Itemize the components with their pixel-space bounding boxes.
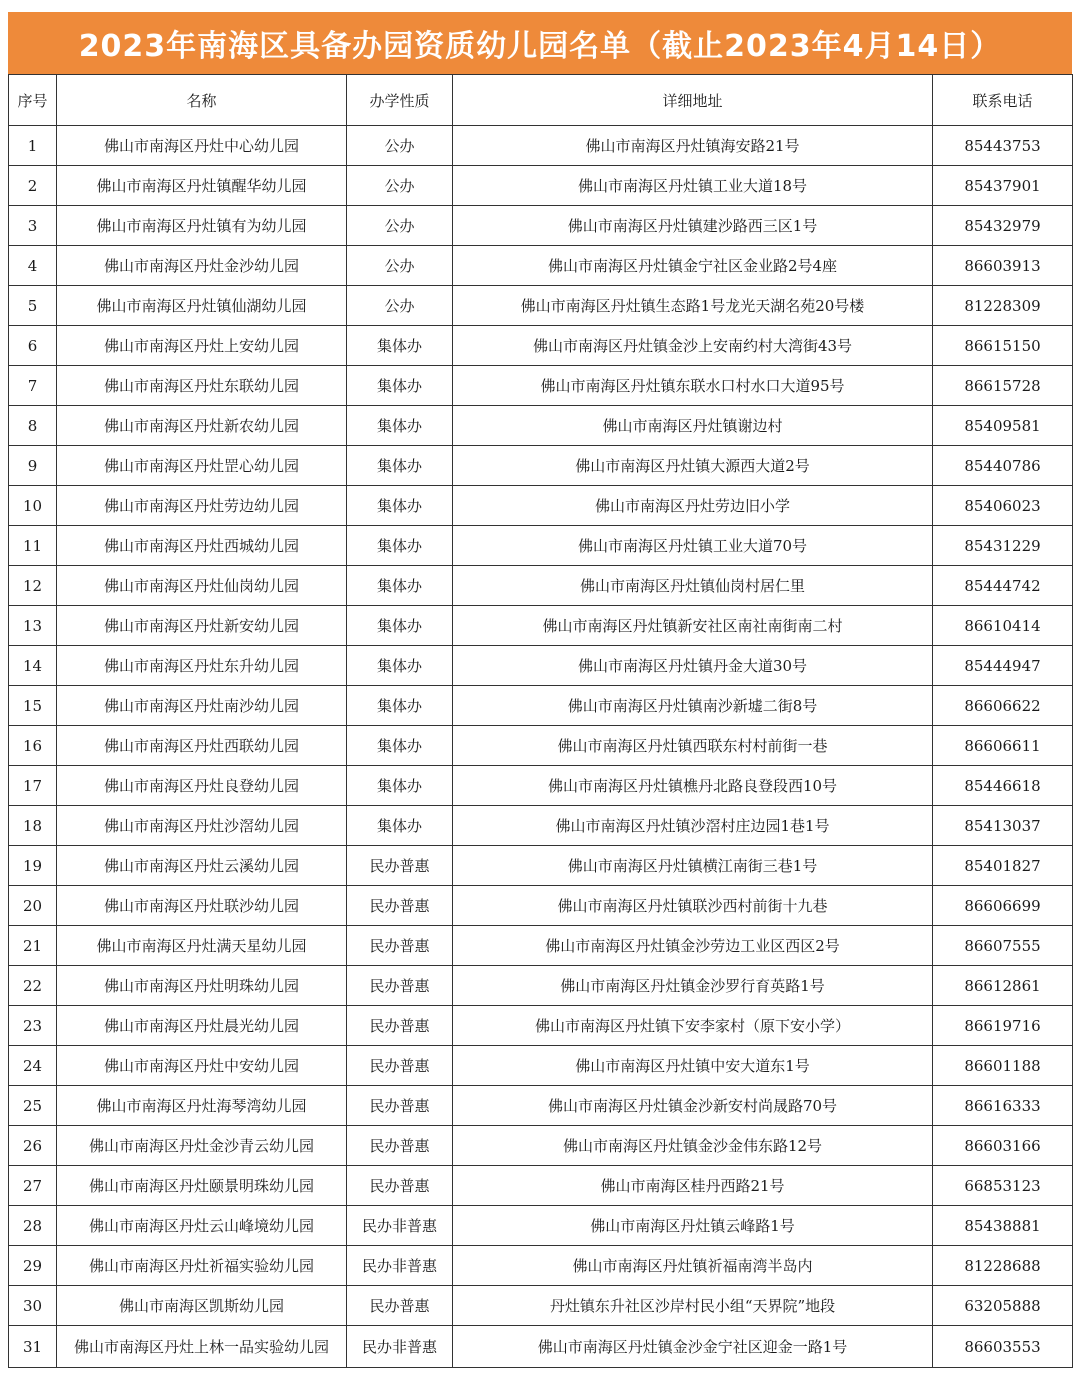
kindergarten-table: [8, 74, 1073, 1368]
cell-type: 民办普惠: [347, 1286, 453, 1326]
cell-phone: 85444947: [933, 646, 1073, 686]
table-row: [9, 806, 1073, 846]
cell-phone: 86601188: [933, 1046, 1073, 1086]
cell-type: 公办: [347, 166, 453, 206]
cell-index: 4: [9, 246, 57, 286]
cell-type: 集体办: [347, 526, 453, 566]
cell-name: 佛山市南海区丹灶镇醒华幼儿园: [57, 166, 347, 206]
cell-address: 佛山市南海区桂丹西路21号: [453, 1166, 933, 1206]
cell-index: 22: [9, 966, 57, 1006]
cell-address: 佛山市南海区丹灶镇仙岗村居仁里: [453, 566, 933, 606]
table-row: [9, 686, 1073, 726]
cell-name: 佛山市南海区丹灶上安幼儿园: [57, 326, 347, 366]
table-row: [9, 486, 1073, 526]
table-row: [9, 526, 1073, 566]
cell-address: 佛山市南海区丹灶镇金沙上安南约村大湾街43号: [453, 326, 933, 366]
cell-name: 佛山市南海区丹灶金沙青云幼儿园: [57, 1126, 347, 1166]
table-row: [9, 1086, 1073, 1126]
table-row: [9, 726, 1073, 766]
cell-name: 佛山市南海区丹灶明珠幼儿园: [57, 966, 347, 1006]
cell-name: 佛山市南海区丹灶海琴湾幼儿园: [57, 1086, 347, 1126]
table-row: [9, 1046, 1073, 1086]
cell-address: 佛山市南海区丹灶镇金宁社区金业路2号4座: [453, 246, 933, 286]
cell-type: 民办普惠: [347, 1086, 453, 1126]
cell-phone: 85440786: [933, 446, 1073, 486]
cell-phone: 85401827: [933, 846, 1073, 886]
cell-phone: 86603553: [933, 1326, 1073, 1368]
table-row: [9, 646, 1073, 686]
cell-name: 佛山市南海区丹灶满天星幼儿园: [57, 926, 347, 966]
cell-index: 10: [9, 486, 57, 526]
cell-address: 佛山市南海区丹灶劳边旧小学: [453, 486, 933, 526]
cell-name: 佛山市南海区丹灶云山峰境幼儿园: [57, 1206, 347, 1246]
cell-address: 佛山市南海区丹灶镇丹金大道30号: [453, 646, 933, 686]
cell-phone: 85437901: [933, 166, 1073, 206]
cell-type: 集体办: [347, 566, 453, 606]
cell-type: 民办非普惠: [347, 1206, 453, 1246]
cell-type: 集体办: [347, 686, 453, 726]
table-row: [9, 406, 1073, 446]
table-row: [9, 1246, 1073, 1286]
cell-name: 佛山市南海区丹灶沙滘幼儿园: [57, 806, 347, 846]
cell-index: 25: [9, 1086, 57, 1126]
column-header-index: 序号: [9, 75, 57, 126]
column-header-address: 详细地址: [453, 75, 933, 126]
cell-address: 佛山市南海区丹灶镇南沙新墟二街8号: [453, 686, 933, 726]
cell-name: 佛山市南海区丹灶金沙幼儿园: [57, 246, 347, 286]
cell-type: 公办: [347, 126, 453, 166]
cell-address: 佛山市南海区丹灶镇东联水口村水口大道95号: [453, 366, 933, 406]
cell-type: 民办非普惠: [347, 1246, 453, 1286]
cell-phone: 86619716: [933, 1006, 1073, 1046]
cell-index: 20: [9, 886, 57, 926]
document-title: 2023年南海区具备办园资质幼儿园名单（截止2023年4月14日）: [8, 12, 1072, 74]
cell-name: 佛山市南海区丹灶西联幼儿园: [57, 726, 347, 766]
cell-phone: 63205888: [933, 1286, 1073, 1326]
cell-index: 6: [9, 326, 57, 366]
column-header-phone: 联系电话: [933, 75, 1073, 126]
cell-name: 佛山市南海区丹灶祈福实验幼儿园: [57, 1246, 347, 1286]
cell-index: 8: [9, 406, 57, 446]
cell-name: 佛山市南海区丹灶新安幼儿园: [57, 606, 347, 646]
cell-name: 佛山市南海区丹灶中安幼儿园: [57, 1046, 347, 1086]
cell-index: 29: [9, 1246, 57, 1286]
table-row: [9, 286, 1073, 326]
cell-address: 佛山市南海区丹灶镇谢边村: [453, 406, 933, 446]
cell-index: 31: [9, 1326, 57, 1368]
cell-address: 佛山市南海区丹灶镇工业大道70号: [453, 526, 933, 566]
table-row: [9, 1206, 1073, 1246]
cell-name: 佛山市南海区丹灶东升幼儿园: [57, 646, 347, 686]
cell-type: 公办: [347, 206, 453, 246]
cell-type: 民办普惠: [347, 966, 453, 1006]
cell-type: 集体办: [347, 806, 453, 846]
table-row: [9, 246, 1073, 286]
cell-phone: 85413037: [933, 806, 1073, 846]
cell-phone: 85438881: [933, 1206, 1073, 1246]
cell-address: 佛山市南海区丹灶镇西联东村村前街一巷: [453, 726, 933, 766]
cell-name: 佛山市南海区丹灶仙岗幼儿园: [57, 566, 347, 606]
cell-index: 5: [9, 286, 57, 326]
cell-address: 佛山市南海区丹灶镇横江南街三巷1号: [453, 846, 933, 886]
cell-phone: 86606611: [933, 726, 1073, 766]
cell-name: 佛山市南海区丹灶上林一品实验幼儿园: [57, 1326, 347, 1368]
cell-phone: 86603166: [933, 1126, 1073, 1166]
table-row: [9, 886, 1073, 926]
cell-name: 佛山市南海区丹灶颐景明珠幼儿园: [57, 1166, 347, 1206]
cell-phone: 66853123: [933, 1166, 1073, 1206]
cell-address: 丹灶镇东升社区沙岸村民小组“天界院”地段: [453, 1286, 933, 1326]
column-header-name: 名称: [57, 75, 347, 126]
table-row: [9, 366, 1073, 406]
cell-phone: 86607555: [933, 926, 1073, 966]
table-row: [9, 1126, 1073, 1166]
table-row: [9, 1006, 1073, 1046]
cell-address: 佛山市南海区丹灶镇工业大道18号: [453, 166, 933, 206]
cell-phone: 86603913: [933, 246, 1073, 286]
table-row: [9, 766, 1073, 806]
cell-address: 佛山市南海区丹灶镇沙滘村庄边园1巷1号: [453, 806, 933, 846]
cell-phone: 86615150: [933, 326, 1073, 366]
cell-name: 佛山市南海区丹灶云溪幼儿园: [57, 846, 347, 886]
table-row: [9, 206, 1073, 246]
cell-phone: 86612861: [933, 966, 1073, 1006]
cell-type: 集体办: [347, 646, 453, 686]
cell-type: 公办: [347, 246, 453, 286]
cell-address: 佛山市南海区丹灶镇金沙金伟东路12号: [453, 1126, 933, 1166]
table-body: [9, 126, 1073, 1368]
cell-phone: 86616333: [933, 1086, 1073, 1126]
cell-name: 佛山市南海区丹灶罡心幼儿园: [57, 446, 347, 486]
cell-type: 集体办: [347, 326, 453, 366]
cell-type: 民办普惠: [347, 1166, 453, 1206]
cell-name: 佛山市南海区丹灶西城幼儿园: [57, 526, 347, 566]
cell-phone: 85444742: [933, 566, 1073, 606]
cell-phone: 85431229: [933, 526, 1073, 566]
cell-type: 集体办: [347, 766, 453, 806]
cell-phone: 86606699: [933, 886, 1073, 926]
cell-index: 16: [9, 726, 57, 766]
cell-address: 佛山市南海区丹灶镇金沙新安村尚晟路70号: [453, 1086, 933, 1126]
cell-type: 民办普惠: [347, 1126, 453, 1166]
cell-name: 佛山市南海区丹灶劳边幼儿园: [57, 486, 347, 526]
cell-type: 民办普惠: [347, 886, 453, 926]
cell-index: 2: [9, 166, 57, 206]
cell-name: 佛山市南海区丹灶新农幼儿园: [57, 406, 347, 446]
cell-name: 佛山市南海区丹灶晨光幼儿园: [57, 1006, 347, 1046]
cell-name: 佛山市南海区凯斯幼儿园: [57, 1286, 347, 1326]
table-row: [9, 566, 1073, 606]
cell-phone: 85406023: [933, 486, 1073, 526]
cell-type: 公办: [347, 286, 453, 326]
table-row: [9, 606, 1073, 646]
cell-phone: 85446618: [933, 766, 1073, 806]
cell-phone: 81228309: [933, 286, 1073, 326]
cell-index: 14: [9, 646, 57, 686]
cell-name: 佛山市南海区丹灶良登幼儿园: [57, 766, 347, 806]
cell-address: 佛山市南海区丹灶镇中安大道东1号: [453, 1046, 933, 1086]
cell-address: 佛山市南海区丹灶镇云峰路1号: [453, 1206, 933, 1246]
cell-type: 集体办: [347, 726, 453, 766]
table-row: [9, 1326, 1073, 1368]
cell-phone: 86615728: [933, 366, 1073, 406]
cell-phone: 86610414: [933, 606, 1073, 646]
cell-phone: 85432979: [933, 206, 1073, 246]
table-row: [9, 166, 1073, 206]
cell-phone: 85443753: [933, 126, 1073, 166]
column-header-type: 办学性质: [347, 75, 453, 126]
cell-type: 民办普惠: [347, 846, 453, 886]
table-row: [9, 446, 1073, 486]
cell-address: 佛山市南海区丹灶镇生态路1号龙光天湖名苑20号楼: [453, 286, 933, 326]
cell-type: 民办非普惠: [347, 1326, 453, 1368]
cell-phone: 86606622: [933, 686, 1073, 726]
table-row: [9, 966, 1073, 1006]
cell-type: 民办普惠: [347, 1006, 453, 1046]
table-row: [9, 926, 1073, 966]
cell-name: 佛山市南海区丹灶东联幼儿园: [57, 366, 347, 406]
cell-address: 佛山市南海区丹灶镇建沙路西三区1号: [453, 206, 933, 246]
cell-type: 集体办: [347, 486, 453, 526]
cell-address: 佛山市南海区丹灶镇祈福南湾半岛内: [453, 1246, 933, 1286]
cell-phone: 85409581: [933, 406, 1073, 446]
table-row: [9, 326, 1073, 366]
table-row: [9, 126, 1073, 166]
cell-type: 集体办: [347, 406, 453, 446]
cell-index: 17: [9, 766, 57, 806]
cell-address: 佛山市南海区丹灶镇樵丹北路良登段西10号: [453, 766, 933, 806]
cell-type: 集体办: [347, 606, 453, 646]
cell-index: 12: [9, 566, 57, 606]
cell-address: 佛山市南海区丹灶镇联沙西村前街十九巷: [453, 886, 933, 926]
cell-address: 佛山市南海区丹灶镇金沙罗行育英路1号: [453, 966, 933, 1006]
cell-type: 民办普惠: [347, 926, 453, 966]
cell-index: 18: [9, 806, 57, 846]
cell-address: 佛山市南海区丹灶镇海安路21号: [453, 126, 933, 166]
cell-index: 15: [9, 686, 57, 726]
cell-address: 佛山市南海区丹灶镇下安李家村（原下安小学）: [453, 1006, 933, 1046]
table-row: [9, 1166, 1073, 1206]
cell-name: 佛山市南海区丹灶中心幼儿园: [57, 126, 347, 166]
cell-address: 佛山市南海区丹灶镇大源西大道2号: [453, 446, 933, 486]
cell-index: 3: [9, 206, 57, 246]
cell-index: 9: [9, 446, 57, 486]
cell-index: 28: [9, 1206, 57, 1246]
cell-name: 佛山市南海区丹灶联沙幼儿园: [57, 886, 347, 926]
table-row: [9, 1286, 1073, 1326]
cell-index: 30: [9, 1286, 57, 1326]
cell-index: 27: [9, 1166, 57, 1206]
cell-type: 集体办: [347, 446, 453, 486]
cell-name: 佛山市南海区丹灶镇仙湖幼儿园: [57, 286, 347, 326]
cell-index: 19: [9, 846, 57, 886]
cell-index: 11: [9, 526, 57, 566]
cell-index: 21: [9, 926, 57, 966]
cell-phone: 81228688: [933, 1246, 1073, 1286]
cell-type: 民办普惠: [347, 1046, 453, 1086]
cell-index: 13: [9, 606, 57, 646]
cell-address: 佛山市南海区丹灶镇金沙劳边工业区西区2号: [453, 926, 933, 966]
cell-index: 7: [9, 366, 57, 406]
header-row: [9, 75, 1073, 126]
cell-name: 佛山市南海区丹灶南沙幼儿园: [57, 686, 347, 726]
cell-index: 24: [9, 1046, 57, 1086]
cell-index: 1: [9, 126, 57, 166]
cell-address: 佛山市南海区丹灶镇新安社区南社南街南二村: [453, 606, 933, 646]
cell-index: 23: [9, 1006, 57, 1046]
cell-type: 集体办: [347, 366, 453, 406]
table-row: [9, 846, 1073, 886]
cell-index: 26: [9, 1126, 57, 1166]
cell-name: 佛山市南海区丹灶镇有为幼儿园: [57, 206, 347, 246]
cell-address: 佛山市南海区丹灶镇金沙金宁社区迎金一路1号: [453, 1326, 933, 1368]
